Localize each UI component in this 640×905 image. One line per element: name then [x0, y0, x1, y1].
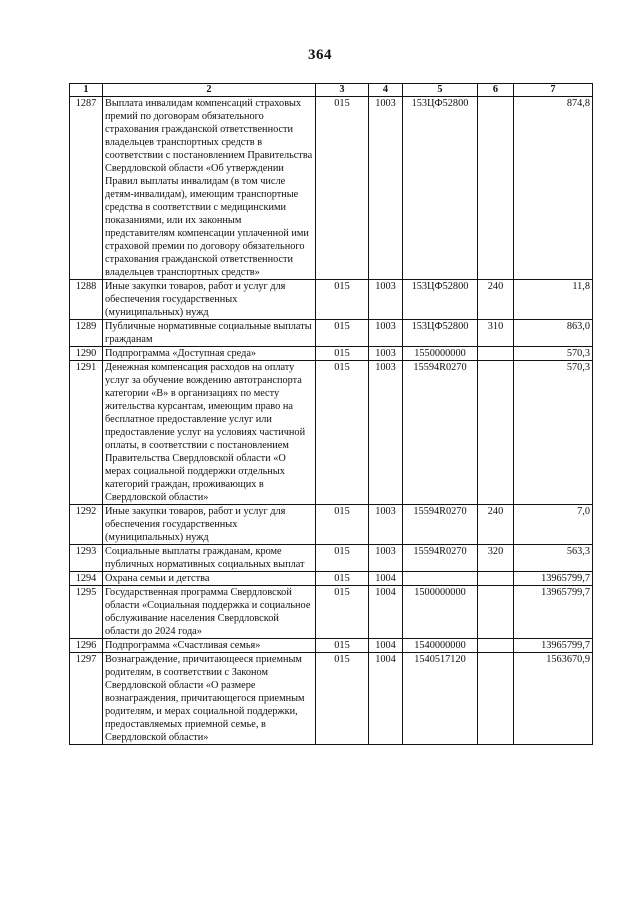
row-ministry-code: 015: [316, 545, 369, 572]
row-section-code: 1003: [369, 97, 403, 280]
row-number: 1296: [70, 639, 103, 653]
row-amount: 11,8: [514, 280, 593, 320]
row-ministry-code: 015: [316, 280, 369, 320]
row-amount: 570,3: [514, 347, 593, 361]
row-description: Подпрограмма «Доступная среда»: [103, 347, 316, 361]
col-header-1: 1: [70, 84, 103, 97]
row-ministry-code: 015: [316, 586, 369, 639]
row-target-code: 15594R0270: [403, 361, 478, 505]
row-target-code: 153ЦФ52800: [403, 320, 478, 347]
row-amount: 863,0: [514, 320, 593, 347]
row-section-code: 1003: [369, 505, 403, 545]
row-description: Охрана семьи и детства: [103, 572, 316, 586]
row-number: 1289: [70, 320, 103, 347]
row-ministry-code: 015: [316, 320, 369, 347]
row-ministry-code: 015: [316, 347, 369, 361]
row-number: 1288: [70, 280, 103, 320]
col-header-6: 6: [478, 84, 514, 97]
row-number: 1297: [70, 653, 103, 745]
row-description: Публичные нормативные социальные выплаты гражданам: [103, 320, 316, 347]
table-row: [70, 361, 593, 505]
row-number: 1294: [70, 572, 103, 586]
page-number: 364: [308, 47, 332, 63]
row-number: 1290: [70, 347, 103, 361]
table-row: [70, 505, 593, 545]
row-section-code: 1003: [369, 347, 403, 361]
row-section-code: 1004: [369, 639, 403, 653]
row-amount: 7,0: [514, 505, 593, 545]
row-expense-type: [478, 347, 514, 361]
table-row: [70, 97, 593, 280]
row-target-code: 15594R0270: [403, 545, 478, 572]
row-amount: 1563670,9: [514, 653, 593, 745]
row-expense-type: 240: [478, 280, 514, 320]
table-row: [70, 545, 593, 572]
row-section-code: 1004: [369, 586, 403, 639]
row-description: Иные закупки товаров, работ и услуг для обеспечения государственных (муниципальных) нужд: [103, 280, 316, 320]
row-number: 1295: [70, 586, 103, 639]
row-number: 1287: [70, 97, 103, 280]
row-ministry-code: 015: [316, 572, 369, 586]
row-expense-type: [478, 572, 514, 586]
budget-table: [69, 83, 593, 745]
row-amount: 570,3: [514, 361, 593, 505]
row-section-code: 1003: [369, 280, 403, 320]
row-ministry-code: 015: [316, 361, 369, 505]
row-ministry-code: 015: [316, 97, 369, 280]
row-amount: 563,3: [514, 545, 593, 572]
row-amount: 13965799,7: [514, 572, 593, 586]
row-section-code: 1004: [369, 653, 403, 745]
row-section-code: 1004: [369, 572, 403, 586]
row-expense-type: 240: [478, 505, 514, 545]
table-row: [70, 639, 593, 653]
col-header-7: 7: [514, 84, 593, 97]
row-description: Вознаграждение, причитающееся приемным родителям, в соответствии с Законом Свердловской области «О размере вознаграждения, причитающегося приемным родителям, и мерах социальной поддержки, предоставляемых приемной семье, в Свердловской области»: [103, 653, 316, 745]
row-target-code: 153ЦФ52800: [403, 280, 478, 320]
row-number: 1293: [70, 545, 103, 572]
row-expense-type: [478, 586, 514, 639]
row-expense-type: 320: [478, 545, 514, 572]
row-section-code: 1003: [369, 545, 403, 572]
table-row: [70, 347, 593, 361]
row-target-code: 1500000000: [403, 586, 478, 639]
table-row: [70, 320, 593, 347]
row-ministry-code: 015: [316, 653, 369, 745]
row-number: 1291: [70, 361, 103, 505]
row-description: Денежная компенсация расходов на оплату услуг за обучение вождению автотранспорта категории «B» в организациях по месту жительства курсантам, имеющим право на бесплатное предоставление услуг или предоставление услуг на условиях частичной оплаты, в соответствии с постановлением Правительства Свердловской области «О мерах социальной поддержки отдельных категорий граждан, проживающих в Свердловской области»: [103, 361, 316, 505]
table-row: [70, 280, 593, 320]
row-section-code: 1003: [369, 361, 403, 505]
header-row: [70, 84, 593, 97]
row-number: 1292: [70, 505, 103, 545]
row-expense-type: [478, 653, 514, 745]
table-row: [70, 586, 593, 639]
row-amount: 13965799,7: [514, 639, 593, 653]
row-target-code: 15594R0270: [403, 505, 478, 545]
row-target-code: 1540517120: [403, 653, 478, 745]
row-ministry-code: 015: [316, 639, 369, 653]
table-row: [70, 572, 593, 586]
col-header-2: 2: [103, 84, 316, 97]
row-section-code: 1003: [369, 320, 403, 347]
row-description: Государственная программа Свердловской области «Социальная поддержка и социальное обслуживание населения Свердловской области до 2024 года»: [103, 586, 316, 639]
row-target-code: 1550000000: [403, 347, 478, 361]
row-amount: 874,8: [514, 97, 593, 280]
row-expense-type: 310: [478, 320, 514, 347]
row-target-code: 153ЦФ52800: [403, 97, 478, 280]
row-description: Иные закупки товаров, работ и услуг для обеспечения государственных (муниципальных) нужд: [103, 505, 316, 545]
row-target-code: [403, 572, 478, 586]
row-expense-type: [478, 361, 514, 505]
col-header-3: 3: [316, 84, 369, 97]
row-expense-type: [478, 97, 514, 280]
row-description: Социальные выплаты гражданам, кроме публичных нормативных социальных выплат: [103, 545, 316, 572]
row-description: Подпрограмма «Счастливая семья»: [103, 639, 316, 653]
table-row: [70, 653, 593, 745]
row-target-code: 1540000000: [403, 639, 478, 653]
row-amount: 13965799,7: [514, 586, 593, 639]
col-header-4: 4: [369, 84, 403, 97]
col-header-5: 5: [403, 84, 478, 97]
row-expense-type: [478, 639, 514, 653]
row-description: Выплата инвалидам компенсаций страховых премий по договорам обязательного страхования гражданской ответственности владельцев транспортных средств в соответствии с постановлением Правительства Свердловской области «Об утверждении Правил выплаты инвалидам (в том числе детям-инвалидам), имеющим транспортные средства в соответствии с медицинскими показаниями, или их законным представителям компенсации уплаченной ими страховой премии по договору обязательного страхования гражданской ответственности владельцев транспортных средств»: [103, 97, 316, 280]
row-ministry-code: 015: [316, 505, 369, 545]
